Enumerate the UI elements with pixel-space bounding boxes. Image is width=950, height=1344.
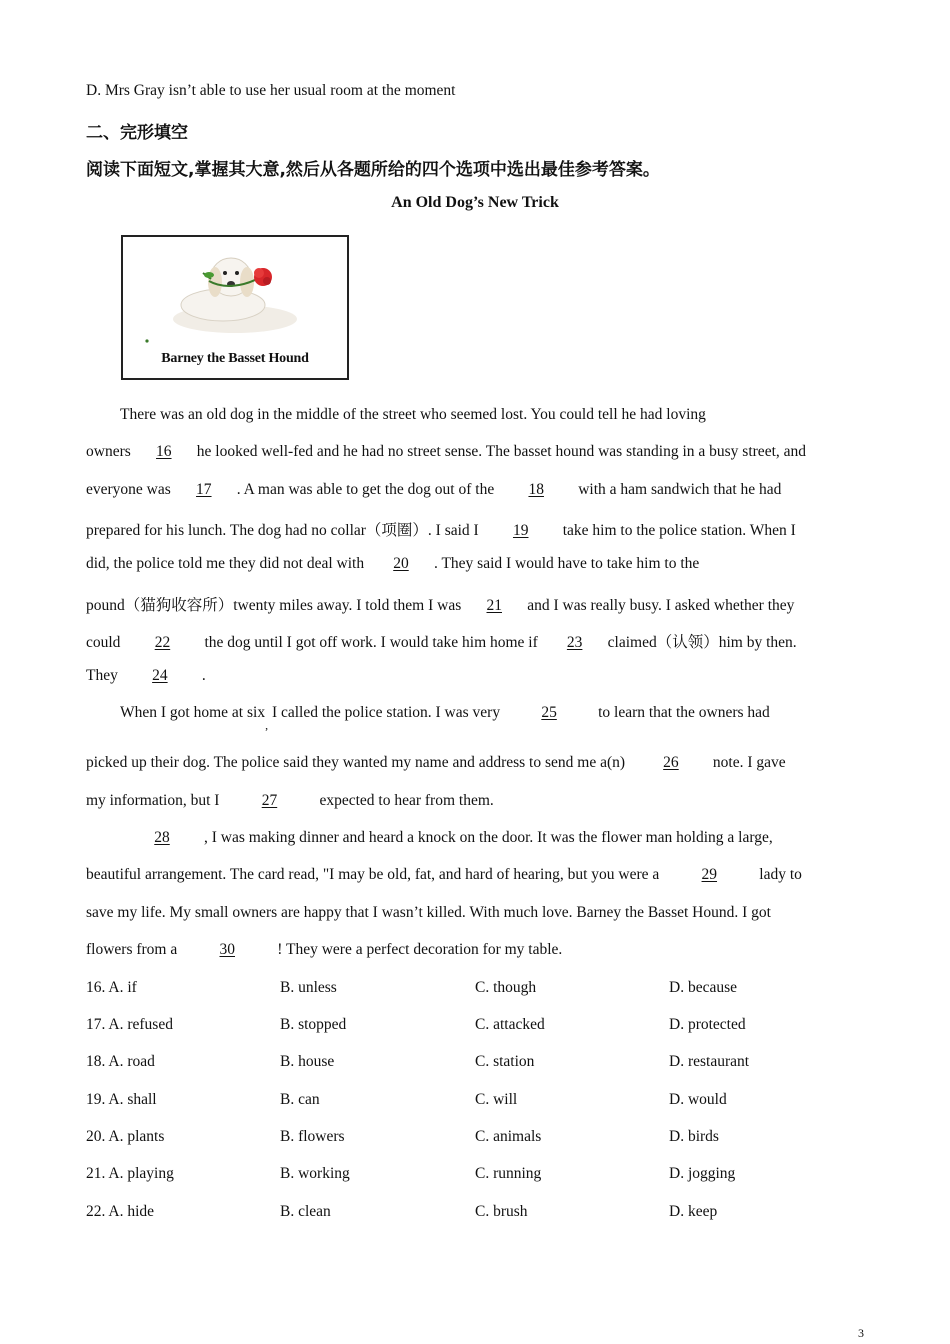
option-b[interactable]: B. unless	[280, 979, 337, 996]
passage-line-10: picked up their dog. The police said they wanted my name and address to send me a(n) 26 note. I gave	[86, 754, 786, 771]
dog-illustration	[121, 235, 349, 380]
option-d[interactable]: D. birds	[669, 1128, 719, 1145]
blank-27[interactable]: 27	[261, 792, 278, 809]
blank-21[interactable]: 21	[486, 597, 502, 614]
option-c[interactable]: C. animals	[475, 1128, 542, 1145]
blank-19[interactable]: 19	[512, 522, 529, 539]
passage-line-12: 28 , I was making dinner and heard a knock on the door. It was the flower man holding a large,	[120, 829, 773, 847]
option-d[interactable]: D. jogging	[669, 1165, 736, 1182]
option-b[interactable]: B. clean	[280, 1203, 331, 1220]
blank-18[interactable]: 18	[528, 481, 544, 498]
option-a[interactable]: 22. A. hide	[86, 1203, 155, 1220]
option-d[interactable]: D. protected	[669, 1016, 746, 1033]
blank-30[interactable]: 30	[219, 941, 235, 958]
passage-line-14: save my life. My small owners are happy that I wasn’t killed. With much love. Barney the Basset Hound. I got	[86, 904, 771, 921]
previous-question-option-d: D. Mrs Gray isn’t able to use her usual room at the moment	[86, 82, 456, 99]
passage-line-1: There was an old dog in the middle of the street who seemed lost. You could tell he had loving	[120, 406, 706, 423]
option-c[interactable]: C. running	[475, 1165, 542, 1182]
passage-line-13: beautiful arrangement. The card read, "I may be old, fat, and hard of hearing, but you were a 29 lady to	[86, 866, 802, 883]
blank-17[interactable]: 17	[196, 481, 212, 498]
option-d[interactable]: D. because	[669, 979, 737, 996]
option-d[interactable]: D. keep	[669, 1203, 718, 1220]
blank-28[interactable]: 28	[154, 829, 170, 846]
blank-24[interactable]: 24	[152, 667, 168, 684]
blank-20[interactable]: 20	[393, 555, 409, 572]
option-d[interactable]: D. restaurant	[669, 1053, 750, 1070]
passage-line-6: pound（猫狗收容所）twenty miles away. I told them I was 21 and I was really busy. I asked whether they	[86, 597, 795, 614]
passage-line-2: owners 16 he looked well-fed and he had no street sense. The basset hound was standing in a busy street, and	[86, 443, 807, 460]
option-b[interactable]: B. can	[280, 1091, 320, 1108]
image-caption: Barney the Basset Hound	[161, 351, 309, 366]
option-a[interactable]: 19. A. shall	[86, 1091, 157, 1108]
option-a[interactable]: 21. A. playing	[86, 1165, 174, 1182]
option-a[interactable]: 17. A. refused	[86, 1016, 173, 1033]
option-a[interactable]: 18. A. road	[86, 1053, 155, 1070]
option-d[interactable]: D. would	[669, 1091, 727, 1108]
blank-29[interactable]: 29	[701, 866, 718, 883]
passage-line-9: When I got home at six$_,$ I called the police station. I was very 25 to learn that the owners had	[120, 704, 770, 732]
option-c[interactable]: C. though	[475, 979, 537, 996]
passage-title: An Old Dog’s New Trick	[391, 194, 559, 211]
passage-line-15: flowers from a 30 ! They were a perfect decoration for my table.	[86, 941, 563, 958]
blank-26[interactable]: 26	[663, 754, 679, 771]
section-heading: 二、完形填空	[86, 123, 188, 143]
option-b[interactable]: B. working	[280, 1165, 350, 1182]
passage-line-3: everyone was 17 . A man was able to get the dog out of the 18 with a ham sandwich that he had	[86, 481, 782, 498]
passage-line-7: could 22 the dog until I got off work. I would take him home if 23 claimed（认领）him by then.	[86, 634, 797, 651]
passage-line-8: They 24 .	[86, 667, 206, 684]
blank-25[interactable]: 25	[541, 704, 557, 721]
instruction: 阅读下面短文,掌握其大意,然后从各题所给的四个选项中选出最佳参考答案。	[86, 160, 660, 180]
option-c[interactable]: C. station	[475, 1053, 535, 1070]
blank-23[interactable]: 23	[566, 634, 583, 651]
option-c[interactable]: C. attacked	[475, 1016, 545, 1033]
blank-16[interactable]: 16	[156, 443, 172, 460]
passage-line-5: did, the police told me they did not deal with 20 . They said I would have to take him to the	[86, 555, 700, 572]
page-number: 3	[858, 1326, 864, 1340]
option-b[interactable]: B. house	[280, 1053, 335, 1070]
option-c[interactable]: C. will	[475, 1091, 518, 1108]
option-c[interactable]: C. brush	[475, 1203, 528, 1220]
option-a[interactable]: 16. A. if	[86, 979, 137, 996]
passage-line-4: prepared for his lunch. The dog had no collar（项圈）. I said I 19 take him to the police station. When I	[86, 522, 796, 539]
option-a[interactable]: 20. A. plants	[86, 1128, 165, 1145]
passage-line-11: my information, but I 27 expected to hear from them.	[86, 792, 494, 809]
option-b[interactable]: B. flowers	[280, 1128, 345, 1145]
blank-22[interactable]: 22	[154, 634, 171, 651]
option-b[interactable]: B. stopped	[280, 1016, 347, 1033]
